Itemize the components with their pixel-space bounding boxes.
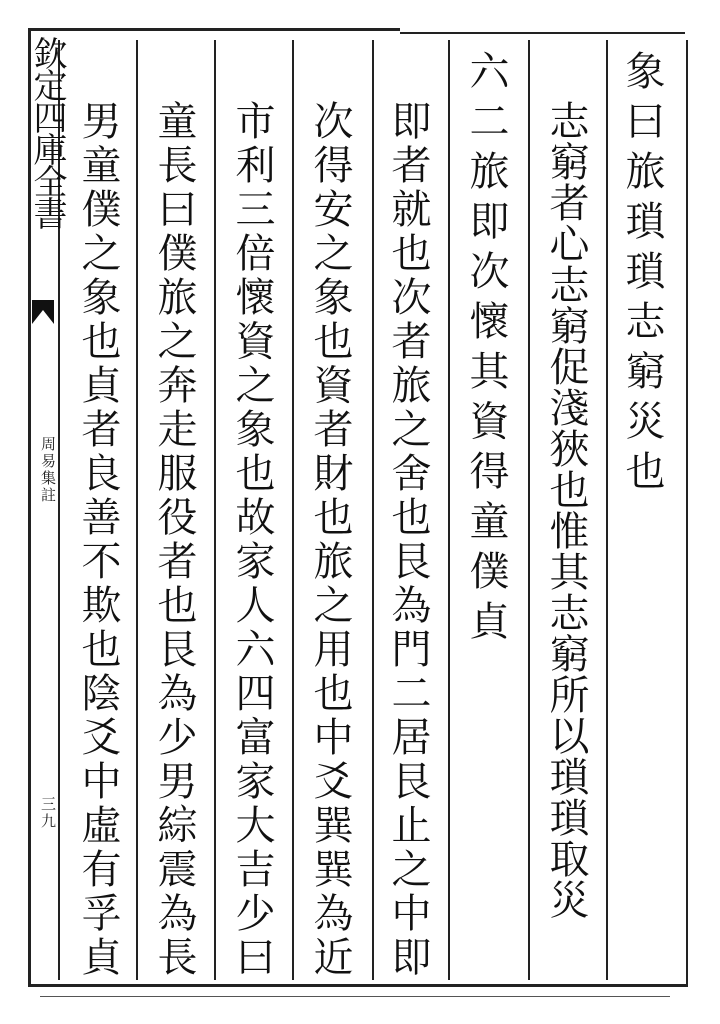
column-divider [292, 40, 294, 980]
column-divider [372, 40, 374, 980]
column-divider [448, 40, 450, 980]
page-number: 三九 [39, 796, 57, 830]
text-column-4: 即者就也次者旅之舍也艮為門二居艮止之中即 [385, 100, 431, 980]
column-divider [136, 40, 138, 980]
bottom-border-lower [40, 996, 670, 997]
bottom-border [28, 984, 688, 987]
book-title: 周易集註 [39, 436, 57, 504]
top-border [30, 28, 400, 31]
series-title: 欽定四庫全書 [27, 36, 67, 228]
text-column-3: 六二旅即次懷其資得童僕貞 [463, 50, 509, 650]
text-column-1: 象曰旅瑣瑣志窮災也 [619, 50, 665, 500]
fish-tail-mark [32, 300, 54, 324]
text-column-7: 童長曰僕旅之奔走服役者也艮為少男綜震為長 [151, 100, 197, 980]
column-divider [528, 40, 530, 980]
column-divider [214, 40, 216, 980]
text-column-2: 志窮者心志窮促淺狹也惟其志窮所以瑣瑣取災 [543, 100, 589, 920]
top-border-right [400, 32, 685, 34]
text-column-5: 次得安之象也資者財也旅之用也中爻巽巽為近 [307, 100, 353, 980]
column-divider [606, 40, 608, 980]
text-column-6: 市利三倍懷資之象也故家人六四富家大吉少曰 [229, 100, 275, 980]
right-border [686, 40, 688, 984]
text-column-8: 男童僕之象也貞者良善不欺也陰爻中虛有孚貞 [75, 100, 121, 980]
